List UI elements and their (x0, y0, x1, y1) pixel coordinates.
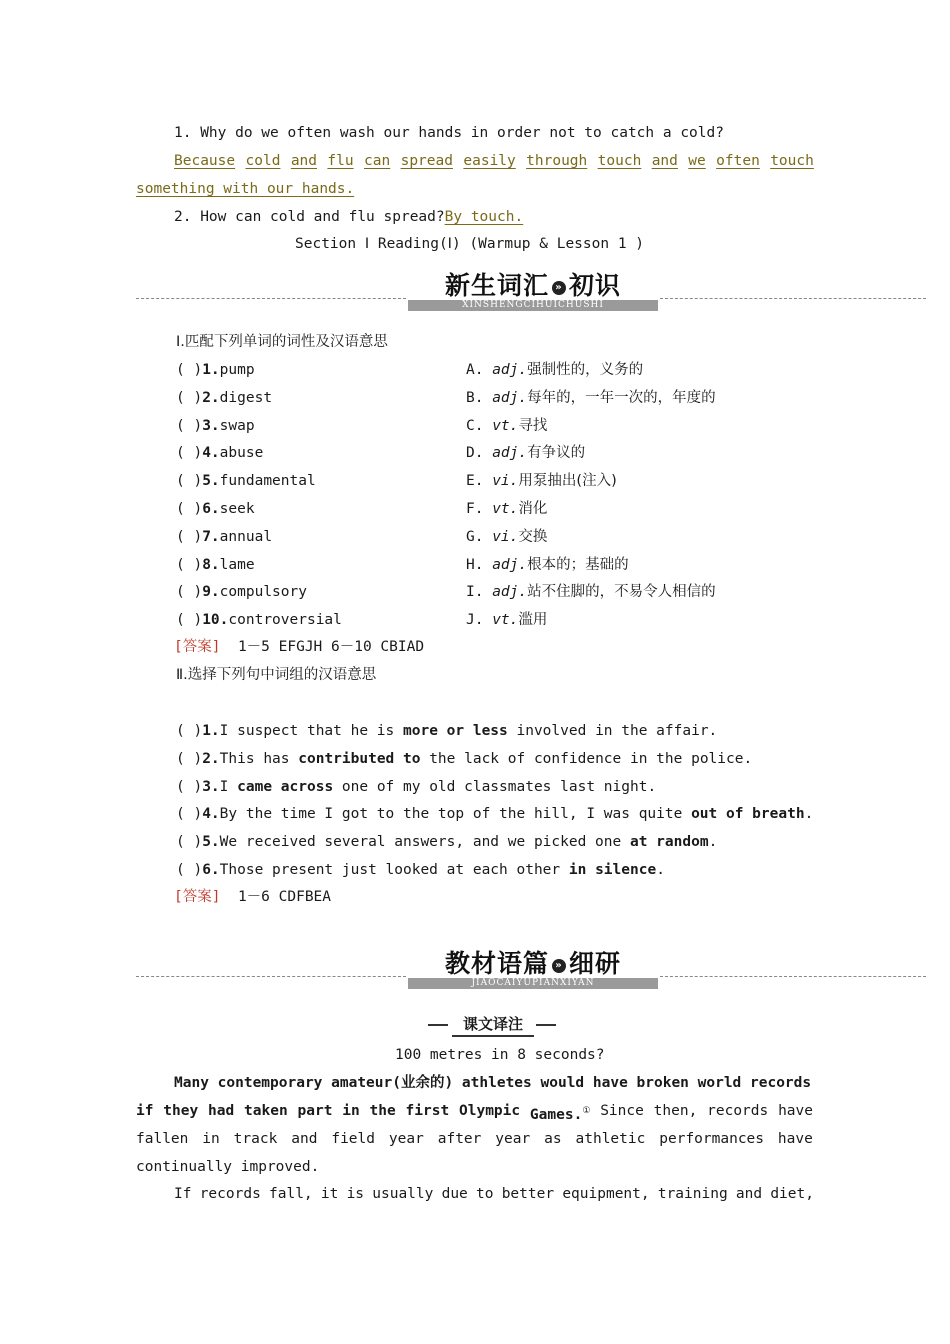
sentence-text: the lack of confidence in the police. (420, 750, 753, 767)
option-letter: F. (466, 501, 493, 517)
question-2-text: 2. How can cold and flu spread? (174, 209, 445, 225)
matching-row (176, 610, 342, 630)
option-row (466, 388, 716, 408)
item-number: 8. (202, 556, 220, 573)
item-number: 4. (202, 445, 220, 462)
sentence-text: We received several answers, and we picked one (219, 834, 630, 851)
chinese-meaning: 滥用 (518, 612, 548, 629)
sentence-text: This has (219, 750, 299, 767)
part2-answer (174, 887, 331, 907)
chinese-meaning: 根本的；基础的 (527, 556, 629, 573)
sentence-text: one of my old classmates last night. (333, 778, 657, 795)
phrase-row (176, 777, 656, 797)
part1-heading: Ⅰ.匹配下列单词的词性及汉语意思 (176, 334, 388, 350)
item-number: 5. (202, 473, 220, 490)
passage-word: athletic (575, 1131, 646, 1147)
answer-blank: ( ) (176, 417, 203, 434)
answer-blank: ( ) (176, 556, 203, 573)
key-phrase: came across (237, 778, 334, 795)
key-phrase: contributed to (298, 750, 421, 767)
chinese-meaning: 强制性的，义务的 (527, 362, 644, 378)
passage-word: to (476, 1186, 494, 1202)
item-number: 5. (202, 834, 220, 851)
passage-word: better (501, 1186, 555, 1202)
section-title: Section Ⅰ Reading(Ⅰ) (Warmup & Lesson 1 ) (295, 236, 645, 252)
passage-word: taken (244, 1103, 288, 1119)
passage-word: training (657, 1186, 728, 1202)
matching-row (176, 555, 255, 575)
option-letter: C. (466, 417, 493, 434)
vocab-word: swap (219, 417, 255, 434)
answer-1-line-1 (174, 151, 814, 171)
item-number: 2. (202, 389, 220, 406)
banner-title-a: 教材语篇 (444, 949, 549, 978)
passage-word: track (233, 1131, 278, 1147)
passage-word: if (136, 1103, 154, 1119)
matching-row (176, 499, 255, 519)
answer-word: touch (597, 153, 642, 169)
part2-heading: Ⅱ.选择下列句中词组的汉语意思 (176, 667, 377, 683)
option-row (466, 582, 716, 602)
passage-word: year (388, 1131, 424, 1147)
passage-word: records (199, 1186, 261, 1202)
answer-word: spread (400, 153, 453, 169)
sentence-text: . (804, 806, 814, 823)
answer-word: and (651, 153, 678, 169)
matching-row (176, 471, 316, 491)
passage-word: part (297, 1103, 333, 1119)
part-of-speech: adj. (492, 556, 528, 573)
mini-label-text: 课文译注 (452, 1013, 534, 1037)
option-letter: G. (466, 528, 493, 545)
matching-row (176, 582, 307, 602)
part-of-speech: vi. (492, 528, 519, 545)
matching-row (176, 443, 263, 463)
answer-blank: ( ) (176, 362, 203, 378)
answer-word: can (364, 153, 391, 169)
phrase-row (176, 832, 717, 852)
vocab-word: lame (219, 556, 255, 573)
key-phrase: in silence (568, 862, 657, 878)
chinese-meaning: 寻找 (518, 417, 548, 434)
sentence-text: . (656, 862, 665, 878)
passage-word: have (778, 1103, 813, 1119)
part-of-speech: adj. (492, 389, 528, 406)
answer-word: often (716, 153, 760, 169)
passage-word: If (174, 1186, 192, 1202)
item-number: 10. (202, 612, 229, 629)
item-number: 1. (202, 723, 220, 739)
answer-label: [答案] (174, 889, 221, 905)
item-number: 4. (202, 806, 220, 823)
item-number: 6. (202, 501, 220, 517)
key-phrase: more or less (403, 723, 508, 739)
part-of-speech: adj. (492, 445, 528, 462)
option-letter: H. (466, 556, 493, 573)
sentence-text: Those present just looked at each other (219, 862, 569, 878)
vocab-word: controversial (228, 612, 342, 629)
passage-word: fallen (136, 1131, 189, 1147)
key-phrase: at random (629, 834, 709, 851)
option-letter: D. (466, 445, 493, 462)
answer-blank: ( ) (176, 584, 203, 601)
passage-word: records (707, 1103, 769, 1119)
option-row (466, 360, 643, 380)
sentence-text: involved in the affair. (507, 723, 718, 739)
passage-line-2 (136, 1101, 813, 1125)
banner-vocabulary (136, 272, 926, 312)
chinese-meaning: 消化 (518, 501, 548, 517)
answer-blank: ( ) (176, 723, 203, 739)
passage-word: is (346, 1186, 365, 1202)
passage-word: field (331, 1131, 375, 1147)
passage-word: fall, (269, 1186, 313, 1202)
passage-word: Games.① (529, 1106, 591, 1123)
answer-blank: ( ) (176, 528, 203, 545)
banner-title-b: 初识 (569, 271, 622, 300)
sentence-text: . (708, 834, 718, 851)
passage-word: as (544, 1131, 562, 1147)
matching-row (176, 360, 255, 380)
double-chevron-icon: » (552, 281, 566, 295)
passage-word: equipment, (562, 1186, 650, 1202)
banner-text-study (136, 950, 926, 990)
passage-word: had (208, 1103, 235, 1119)
passage-word: then, (653, 1103, 698, 1119)
answer-blank: ( ) (176, 750, 203, 767)
item-number: 1. (202, 362, 220, 378)
item-number: 6. (202, 862, 220, 878)
passage-word: it (320, 1186, 339, 1202)
double-chevron-icon: » (552, 959, 566, 973)
passage-word: they (163, 1103, 199, 1119)
footnote-marker: ① (582, 1106, 591, 1116)
answer-word: touch (770, 153, 814, 169)
chinese-meaning: 用泵抽出(注入) (518, 473, 617, 490)
answer-blank: ( ) (176, 501, 203, 517)
answer-blank: ( ) (176, 389, 203, 406)
item-number: 7. (202, 528, 220, 545)
answer-blank: ( ) (176, 612, 203, 629)
chinese-meaning: 有争议的 (527, 445, 586, 462)
part-of-speech: adj. (492, 584, 528, 601)
passage-word: due (441, 1186, 468, 1202)
sentence-text: By the time I got to the top of the hill, I was quite (219, 806, 692, 823)
answer-label: [答案] (174, 639, 221, 655)
passage-word: diet, (770, 1186, 814, 1202)
answer-word: and (290, 153, 318, 169)
item-number: 3. (202, 417, 220, 434)
passage-word: have (777, 1131, 813, 1147)
answer-blank: ( ) (176, 473, 203, 490)
passage-word: usually (372, 1186, 434, 1202)
vocab-word: seek (219, 501, 255, 517)
passage-word: in (342, 1103, 360, 1119)
sentence-text: I suspect that he is (219, 723, 403, 739)
passage-word: year (495, 1131, 531, 1147)
matching-row (176, 388, 272, 408)
part-of-speech: vt. (492, 501, 519, 517)
passage-word: in (202, 1131, 220, 1147)
option-row (466, 527, 547, 547)
part-of-speech: adj. (492, 362, 528, 378)
chinese-meaning: 站不住脚的，不易令人相信的 (527, 584, 716, 601)
banner-title-a: 新生词汇 (444, 271, 549, 300)
matching-row (176, 416, 255, 436)
part-of-speech: vt. (492, 417, 519, 434)
part-of-speech: vt. (492, 612, 519, 629)
answer-blank: ( ) (176, 806, 203, 823)
answer-blank: ( ) (176, 834, 203, 851)
answer-key: 1－6 CDFBEA (237, 889, 332, 905)
sentence-text: I (219, 778, 238, 795)
option-row (466, 471, 617, 491)
answer-blank: ( ) (176, 862, 203, 878)
answer-word: easily (463, 153, 516, 169)
option-row (466, 416, 547, 436)
banner-subtitle: XINSHENGCIHUICHUSHI (408, 300, 658, 311)
option-letter: I. (466, 584, 493, 601)
passage-word: performances (659, 1131, 765, 1147)
vocab-word: annual (219, 528, 273, 545)
answer-blank: ( ) (176, 778, 203, 795)
banner-title-b: 细研 (569, 949, 622, 978)
passage-title: 100 metres in 8 seconds? (395, 1047, 605, 1063)
answer-2: By touch. (444, 209, 524, 225)
passage-word: after (437, 1131, 482, 1147)
vocab-word: fundamental (219, 473, 316, 490)
item-number: 3. (202, 778, 220, 795)
answer-word: cold (245, 153, 281, 169)
answer-1-line-2: something with our hands. (136, 181, 355, 197)
option-row (466, 610, 547, 630)
banner-subtitle: JIAOCAIYUPIANXIYAN (408, 978, 658, 989)
question-1: 1. Why do we often wash our hands in order not to catch a cold? (174, 125, 724, 141)
passage-line-3 (136, 1129, 813, 1149)
phrase-row (176, 749, 752, 769)
item-number: 9. (202, 584, 220, 601)
phrase-row (176, 860, 665, 880)
text-annotation-label (428, 1013, 558, 1035)
vocab-word: pump (219, 362, 255, 378)
answer-word: Because (174, 153, 236, 169)
vocab-word: digest (219, 389, 273, 406)
passage-line-4: continually improved. (136, 1159, 320, 1175)
option-letter: A. (466, 362, 493, 378)
answer-word: through (526, 153, 588, 169)
phrase-row (176, 804, 813, 824)
passage-word: Since (600, 1103, 644, 1119)
option-letter: E. (466, 473, 493, 490)
passage-word: first (405, 1103, 450, 1119)
passage-word: the (369, 1103, 396, 1119)
phrase-row (176, 721, 717, 741)
answer-word: flu (327, 153, 354, 169)
option-row (466, 555, 629, 575)
answer-blank: ( ) (176, 445, 203, 462)
matching-row (176, 527, 272, 547)
vocab-word: abuse (219, 445, 264, 462)
answer-word: we (688, 153, 706, 169)
option-row (466, 499, 547, 519)
option-letter: B. (466, 389, 493, 406)
vocab-word: compulsory (219, 584, 307, 601)
part1-answer (174, 637, 424, 657)
chinese-meaning: 交换 (518, 528, 548, 545)
answer-key: 1－5 EFGJH 6－10 CBIAD (237, 639, 425, 655)
chinese-meaning: 每年的，一年一次的，年度的 (527, 389, 716, 406)
passage-line-1: Many contemporary amateur(业余的) athletes would have broken world records (174, 1075, 812, 1091)
option-row (466, 443, 585, 463)
passage-line-5 (174, 1184, 814, 1204)
passage-word: and (735, 1186, 763, 1202)
question-2 (174, 207, 523, 227)
item-number: 2. (202, 750, 220, 767)
part-of-speech: vi. (492, 473, 519, 490)
key-phrase: out of breath (691, 806, 805, 823)
passage-word: Olympic (459, 1103, 521, 1119)
passage-word: and (291, 1131, 318, 1147)
option-letter: J. (466, 612, 493, 629)
